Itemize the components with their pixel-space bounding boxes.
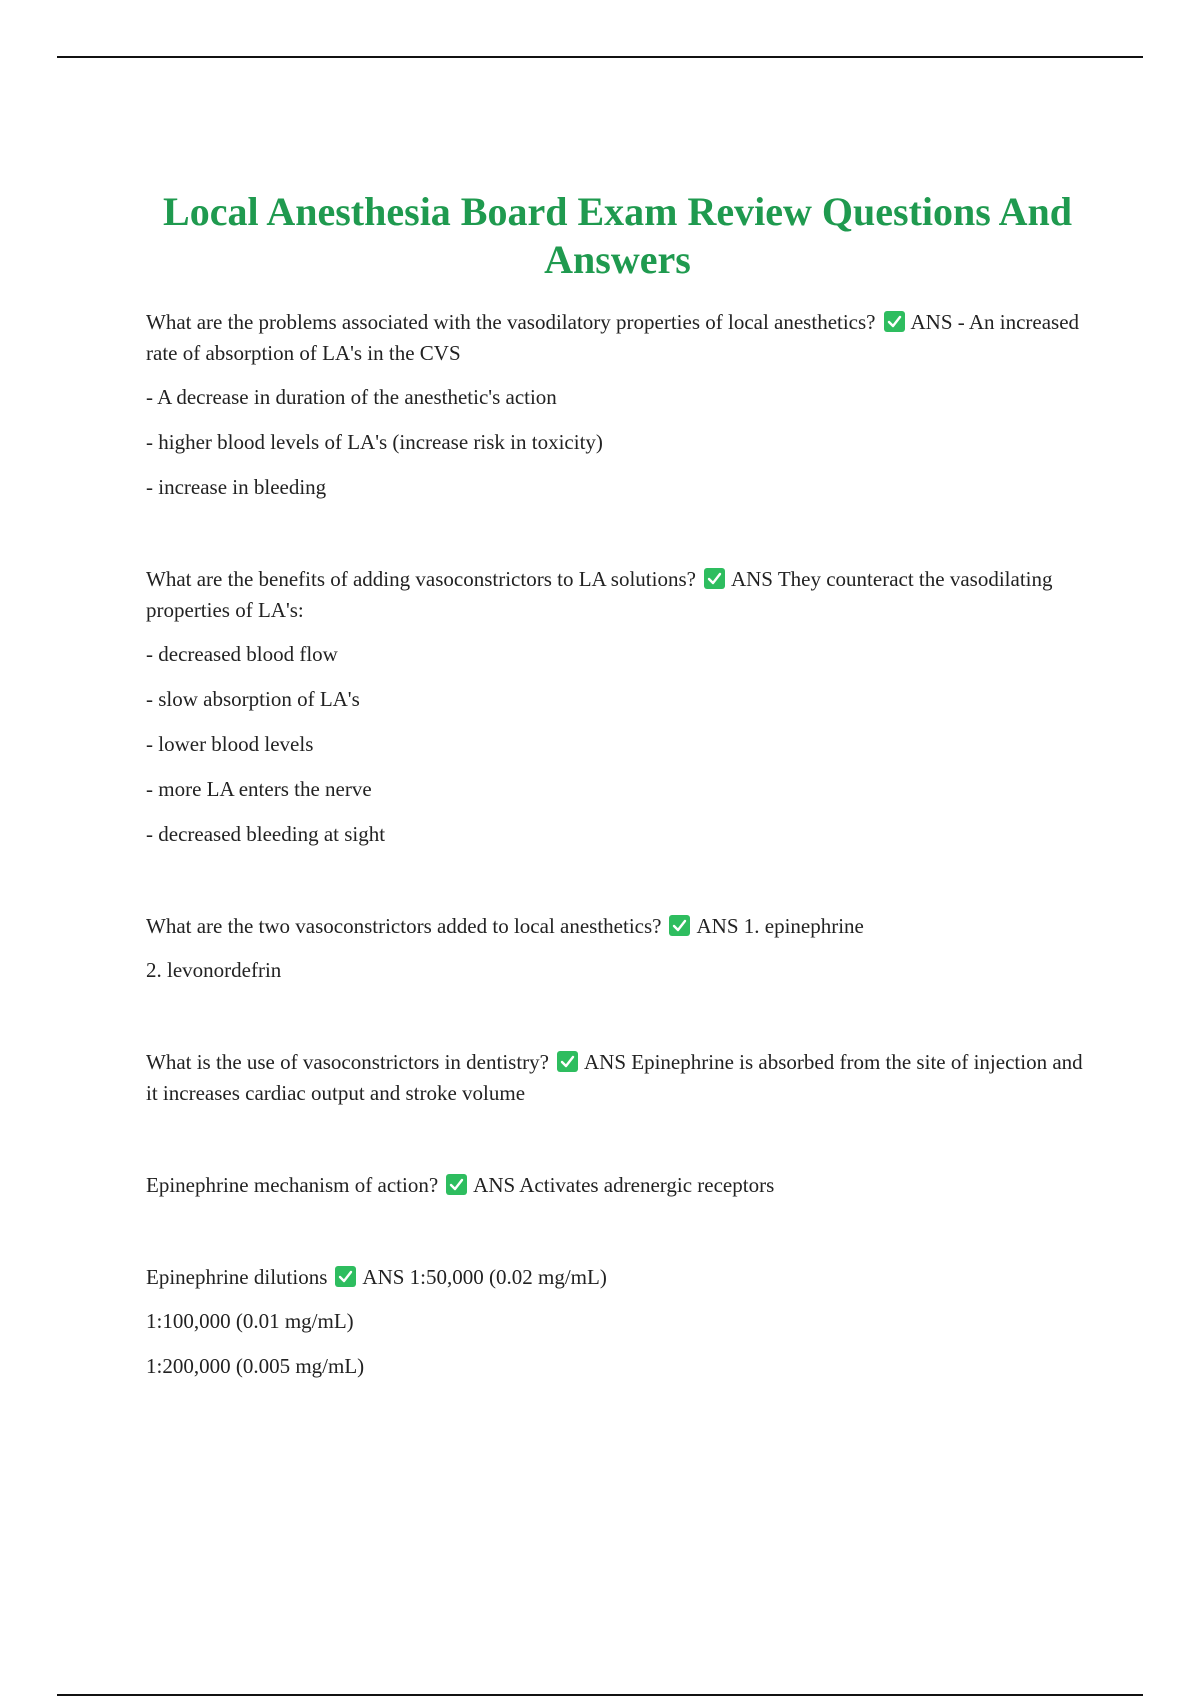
- answer-text: ANS Activates adrenergic receptors: [473, 1173, 775, 1197]
- answer-item: - A decrease in duration of the anesthetic's action: [146, 385, 557, 409]
- question-line: [146, 307, 1096, 369]
- question-text: Epinephrine mechanism of action?: [146, 1173, 439, 1197]
- bottom-rule: [57, 1694, 1143, 1696]
- qa-list: [146, 307, 1096, 1382]
- answer-text: ANS - An increased rate of absorption of LA's in the CVS: [146, 310, 1080, 365]
- question-line: [146, 564, 1096, 626]
- answer-item: 2. levonordefrin: [146, 958, 282, 982]
- qa-entry-2: [146, 564, 1096, 850]
- question-text: Epinephrine dilutions: [146, 1265, 328, 1289]
- answer-text: ANS Epinephrine is absorbed from the site of injection and it increases cardiac output and stroke volume: [146, 1050, 1083, 1105]
- top-rule: [57, 56, 1143, 58]
- question-text: What are the two vasoconstrictors added to local anesthetics?: [146, 914, 662, 938]
- check-mark-icon: [557, 1051, 578, 1072]
- check-mark-icon: [335, 1266, 356, 1287]
- answer-text: ANS 1:50,000 (0.02 mg/mL): [362, 1265, 607, 1289]
- answer-item: 1:200,000 (0.005 mg/mL): [146, 1354, 365, 1378]
- question-line: [146, 911, 1096, 942]
- document-title: Local Anesthesia Board Exam Review Questions And Answers: [163, 189, 1072, 282]
- qa-entry-1: [146, 307, 1096, 503]
- qa-entry-6: [146, 1262, 1096, 1382]
- answer-item: - higher blood levels of LA's (increase risk in toxicity): [146, 430, 603, 454]
- question-text: What is the use of vasoconstrictors in dentistry?: [146, 1050, 549, 1074]
- question-line: [146, 1047, 1096, 1109]
- answer-item: 1:100,000 (0.01 mg/mL): [146, 1309, 354, 1333]
- question-line: [146, 1170, 1096, 1201]
- check-mark-icon: [446, 1174, 467, 1195]
- question-line: [146, 1262, 1096, 1293]
- answer-item: - lower blood levels: [146, 732, 314, 756]
- qa-entry-4: [146, 1047, 1096, 1109]
- answer-item: - decreased bleeding at sight: [146, 822, 386, 846]
- answer-item: - slow absorption of LA's: [146, 687, 360, 711]
- check-mark-icon: [884, 311, 905, 332]
- qa-entry-3: [146, 911, 1096, 986]
- answer-item: - more LA enters the nerve: [146, 777, 372, 801]
- question-text: What are the problems associated with the vasodilatory properties of local anesthetics?: [146, 310, 876, 334]
- qa-entry-5: [146, 1170, 1096, 1201]
- answer-text: ANS 1. epinephrine: [696, 914, 864, 938]
- answer-item: - increase in bleeding: [146, 475, 327, 499]
- answer-text: ANS They counteract the vasodilating properties of LA's:: [146, 567, 1053, 622]
- answer-item: - decreased blood flow: [146, 642, 338, 666]
- check-mark-icon: [704, 568, 725, 589]
- check-mark-icon: [669, 915, 690, 936]
- question-text: What are the benefits of adding vasoconstrictors to LA solutions?: [146, 567, 696, 591]
